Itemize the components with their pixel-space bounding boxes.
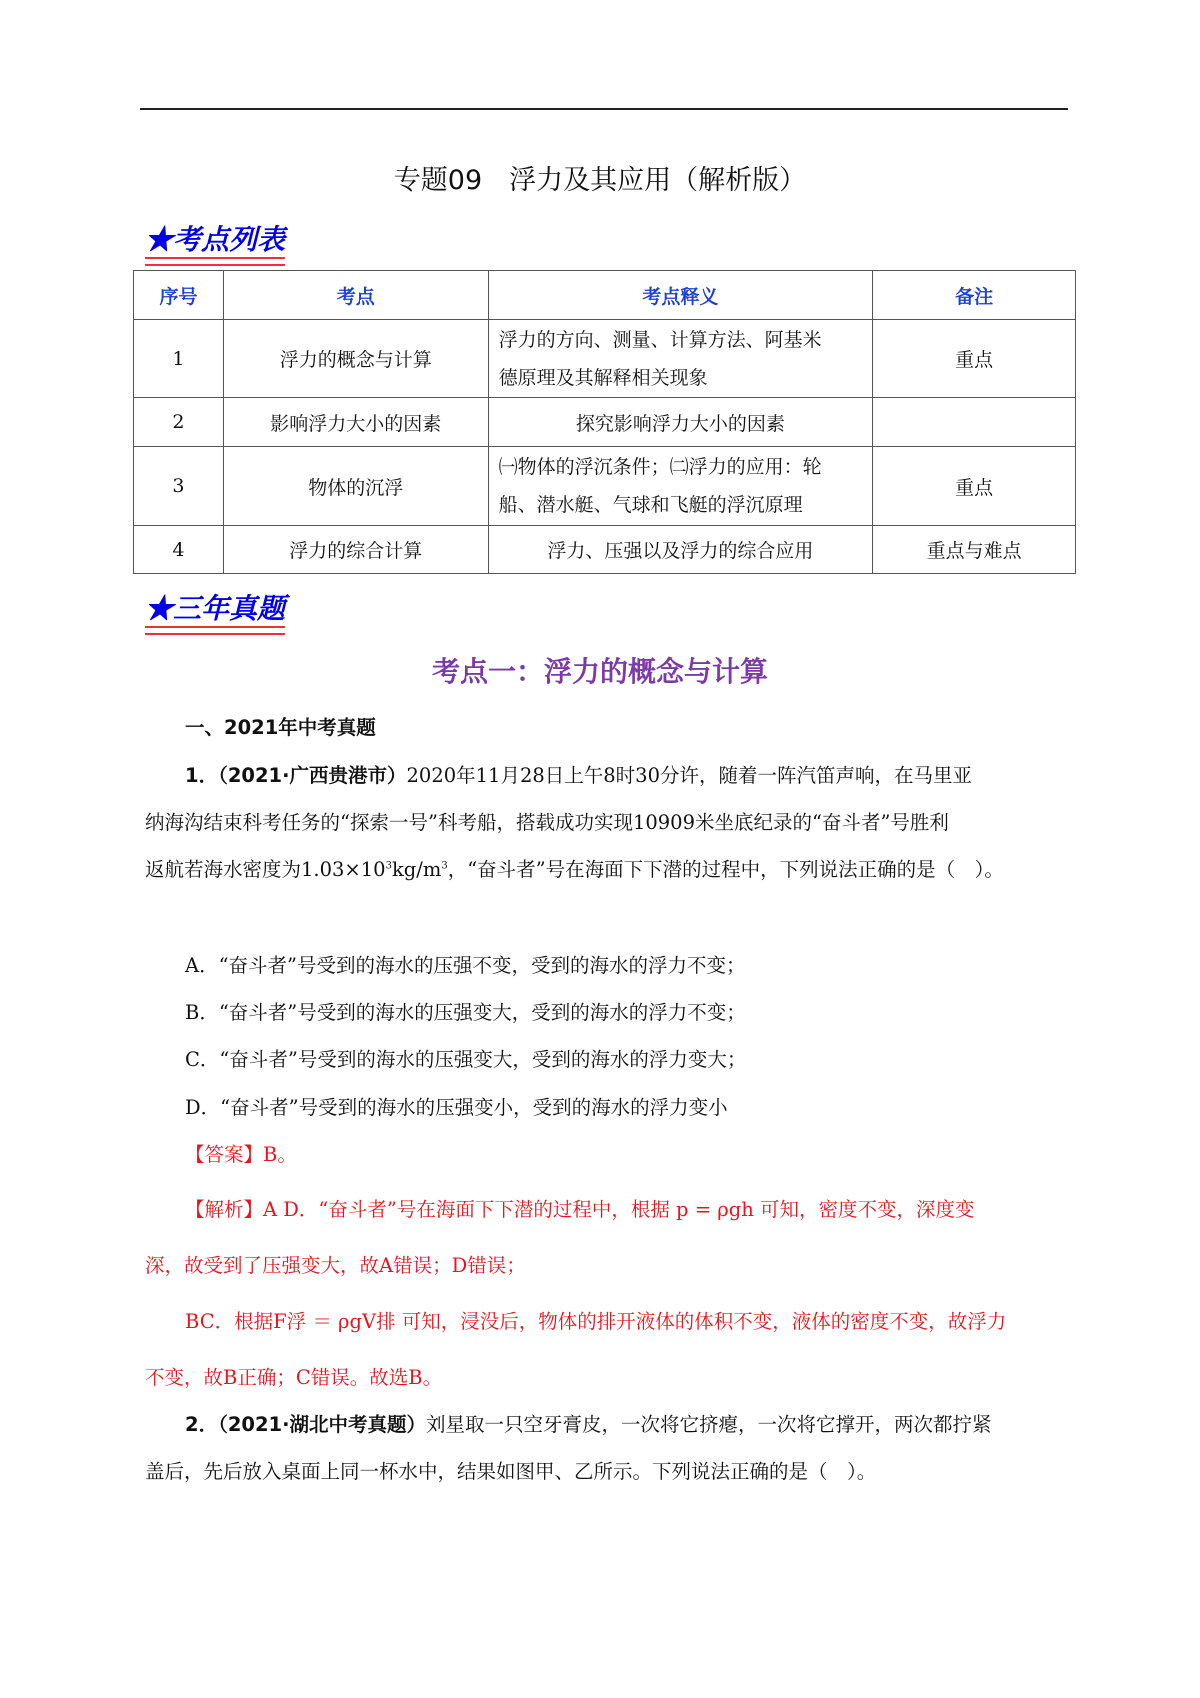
cell-point: 影响浮力大小的因素 bbox=[223, 398, 488, 447]
cell-note: 重点 bbox=[873, 320, 1076, 398]
cell-note: 重点与难点 bbox=[873, 526, 1076, 574]
table-row bbox=[134, 398, 1076, 447]
subheading: 一、2021年中考真题 bbox=[185, 716, 376, 739]
q1-line3: 返航若海水密度为$1.03\times 10^3kg/m^3$，“奋斗者”号在海面下下潜的过程中，下列说法正确的是（ ）。 bbox=[145, 858, 1004, 881]
table-row bbox=[134, 526, 1076, 574]
analysis-line3: BC．根据F浮 ＝ ρgV排 可知，浸没后，物体的排开液体的体积不变，液体的密度不变，故浮力 bbox=[185, 1310, 1007, 1333]
table-row bbox=[134, 320, 1076, 398]
cell-no: 4 bbox=[134, 526, 224, 574]
q1-line1: 1．（2021·广西贵港市）2020年11月28日上午8时30分许，随着一阵汽笛声响，在马里亚 bbox=[185, 764, 972, 787]
cell-desc: ㈠物体的浮沉条件；㈡浮力的应用：轮 船、潜水艇、气球和飞艇的浮沉原理 bbox=[488, 447, 873, 526]
cell-note: 重点 bbox=[873, 447, 1076, 526]
section-heading-list: ★考点列表 bbox=[145, 218, 285, 258]
analysis-line4: 不变，故B正确；C错误。故选B。 bbox=[145, 1366, 443, 1389]
col-header: 备注 bbox=[873, 271, 1076, 320]
header-rule bbox=[140, 108, 1068, 110]
q2-line1: 2．（2021·湖北中考真题）刘星取一只空牙膏皮，一次将它挤瘪，一次将它撑开，两次都拧紧 bbox=[185, 1413, 992, 1436]
table-header-row bbox=[134, 271, 1076, 320]
cell-no: 3 bbox=[134, 447, 224, 526]
option-d: D．“奋斗者”号受到的海水的压强变小，受到的海水的浮力变小 bbox=[185, 1096, 728, 1119]
cell-no: 2 bbox=[134, 398, 224, 447]
section-heading-exams: ★三年真题 bbox=[145, 587, 285, 627]
cell-desc: 探究影响浮力大小的因素 bbox=[488, 398, 873, 447]
cell-point: 浮力的概念与计算 bbox=[223, 320, 488, 398]
q2-line2: 盖后，先后放入桌面上同一杯水中，结果如图甲、乙所示。下列说法正确的是（ ）。 bbox=[145, 1460, 877, 1483]
cell-no: 1 bbox=[134, 320, 224, 398]
topic-heading: 考点一：浮力的概念与计算 bbox=[431, 655, 768, 688]
answer: 【答案】B。 bbox=[185, 1143, 297, 1166]
option-c: C．“奋斗者”号受到的海水的压强变大，受到的海水的浮力变大； bbox=[185, 1048, 747, 1071]
exam-points-table bbox=[133, 270, 1076, 574]
option-a: A．“奋斗者”号受到的海水的压强不变，受到的海水的浮力不变； bbox=[185, 954, 746, 977]
col-header: 考点 bbox=[223, 271, 488, 320]
cell-desc: 浮力的方向、测量、计算方法、阿基米 德原理及其解释相关现象 bbox=[488, 320, 873, 398]
col-header: 序号 bbox=[134, 271, 224, 320]
analysis-line1: 【解析】A D．“奋斗者”号在海面下下潜的过程中，根据 p = ρgh 可知，密度不变，深度变 bbox=[185, 1198, 975, 1221]
cell-point: 物体的沉浮 bbox=[223, 447, 488, 526]
analysis-line2: 深，故受到了压强变大，故A错误；D错误； bbox=[145, 1254, 526, 1277]
cell-desc: 浮力、压强以及浮力的综合应用 bbox=[488, 526, 873, 574]
q1-line2: 纳海沟结束科考任务的“探索一号”科考船，搭载成功实现10909米坐底纪录的“奋斗者”号胜利 bbox=[145, 811, 949, 834]
page-title: 专题09 浮力及其应用（解析版） bbox=[393, 165, 807, 196]
table-row bbox=[134, 447, 1076, 526]
cell-note bbox=[873, 398, 1076, 447]
col-header: 考点释义 bbox=[488, 271, 873, 320]
option-b: B．“奋斗者”号受到的海水的压强变大，受到的海水的浮力不变； bbox=[185, 1001, 746, 1024]
cell-point: 浮力的综合计算 bbox=[223, 526, 488, 574]
